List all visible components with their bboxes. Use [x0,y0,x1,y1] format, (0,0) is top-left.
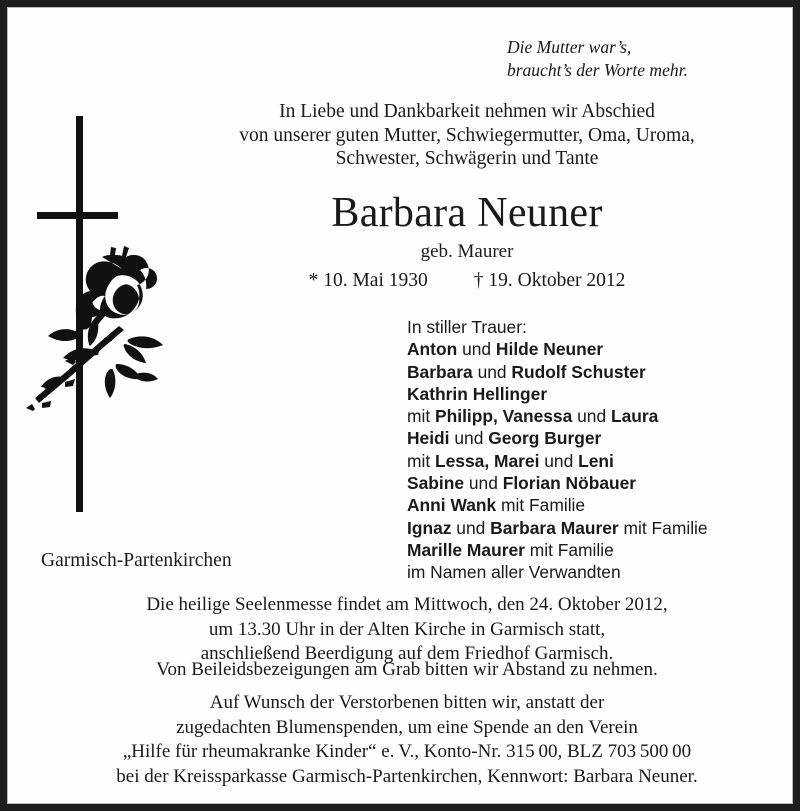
deceased-dates [167,268,767,293]
mourner-line [407,450,787,472]
mourner-line [407,494,787,516]
motto-verse [507,36,792,82]
mourner-connector: mit Familie [524,539,614,560]
mourner-connector: mit Familie [496,495,586,516]
birth-date: * 10. Mai 1930 [308,270,428,291]
motto-line-2: braucht’s der Worte mehr. [507,60,688,80]
mourner-connector: im Namen aller Verwandten [407,562,621,583]
donation-paragraph [37,691,777,789]
mass-paragraph [37,593,777,667]
mourner-name: Rudolf Schuster [511,361,646,382]
death-date: † 19. Oktober 2012 [473,270,626,291]
deceased-maiden-name: geb. Maurer [420,241,514,262]
mourner-name: Georg Burger [488,428,602,449]
mass-line-3: anschließend Beerdigung auf dem Friedhof Garmisch. [200,643,614,664]
mourner-name: Laura [610,406,659,427]
mourner-line [407,383,787,405]
mass-line-2: um 13.30 Uhr in der Alten Kirche in Garmisch statt, [208,618,606,640]
donation-line-3: „Hilfe für rheumakranke Kinder“ e. V., Konto-Nr. 315 00, BLZ 703 500 00 [122,741,692,762]
mourner-line [407,561,787,583]
condolences-line-1: Von Beileidsbezeigungen am Grab bitten wir Abstand zu nehmen. [156,659,658,680]
mourner-name: Anni Wank [407,495,497,516]
motto-line-1: Die Mutter war’s, [507,37,632,57]
intro-line-3: Schwester, Schwägerin und Tante [335,148,599,169]
mourner-connector: mit Familie [618,517,708,538]
mourner-name: Barbara Maurer [490,517,619,538]
mourner-name: Hilde Neuner [495,339,604,360]
mourner-connector: und [472,361,512,382]
mourner-name: Florian Nöbauer [502,473,637,494]
mourner-connector: und [572,406,611,427]
mourner-line [407,517,787,539]
intro-line-1: In Liebe und Dankbarkeit nehmen wir Abschied [279,101,655,122]
mourner-connector: und [539,450,579,471]
mourner-connector: und [464,473,503,494]
mourner-line [407,539,787,561]
donation-line-1: Auf Wunsch der Verstorbenen bitten wir, anstatt der [209,692,605,713]
intro-text [167,100,767,171]
mass-line-1: Die heilige Seelenmesse findet am Mittwoch, den 24. Oktober 2012, [146,594,668,615]
mourner-line [407,472,787,494]
intro-line-2: von unserer guten Mutter, Schwiegermutter, Oma, Uroma, [239,124,695,146]
mourner-line [407,405,787,427]
rose-flower-icon [26,246,163,411]
mourners-heading: In stiller Trauer: [407,317,527,337]
mourner-name: Philipp, Vanessa [435,406,573,427]
mourners-names [407,338,787,583]
mourner-name: Sabine [407,473,465,494]
cross-and-rose-emblem [18,102,168,527]
notice-sheet [7,7,793,804]
donation-line-2: zugedachten Blumenspenden, um eine Spende an den Verein [176,716,638,738]
mourner-name: Kathrin Hellinger [407,383,548,404]
mourner-line [407,427,787,449]
mourner-connector: und [451,517,491,538]
donation-line-4: bei der Kreissparkasse Garmisch-Partenkirchen, Kennwort: Barbara Neuner. [116,765,698,787]
mourners-list [407,316,787,584]
mourner-connector: mit [407,406,436,427]
mourner-line [407,361,787,383]
deceased-name: Barbara Neuner [331,190,603,236]
mourner-name: Leni [578,450,614,471]
condolences-paragraph [37,658,777,683]
mourner-name: Heidi [407,428,450,449]
mourner-name: Marille Maurer [407,539,525,560]
mourner-connector: mit [407,450,436,471]
mourner-name: Anton [407,339,458,360]
mourner-line [407,338,787,360]
place-label: Garmisch-Partenkirchen [41,550,232,571]
mourner-name: Barbara [407,361,473,382]
mourner-connector: und [457,339,496,360]
mourner-name: Lessa, Marei [435,450,540,471]
mourner-connector: und [449,428,489,449]
mourner-name: Ignaz [407,517,452,538]
